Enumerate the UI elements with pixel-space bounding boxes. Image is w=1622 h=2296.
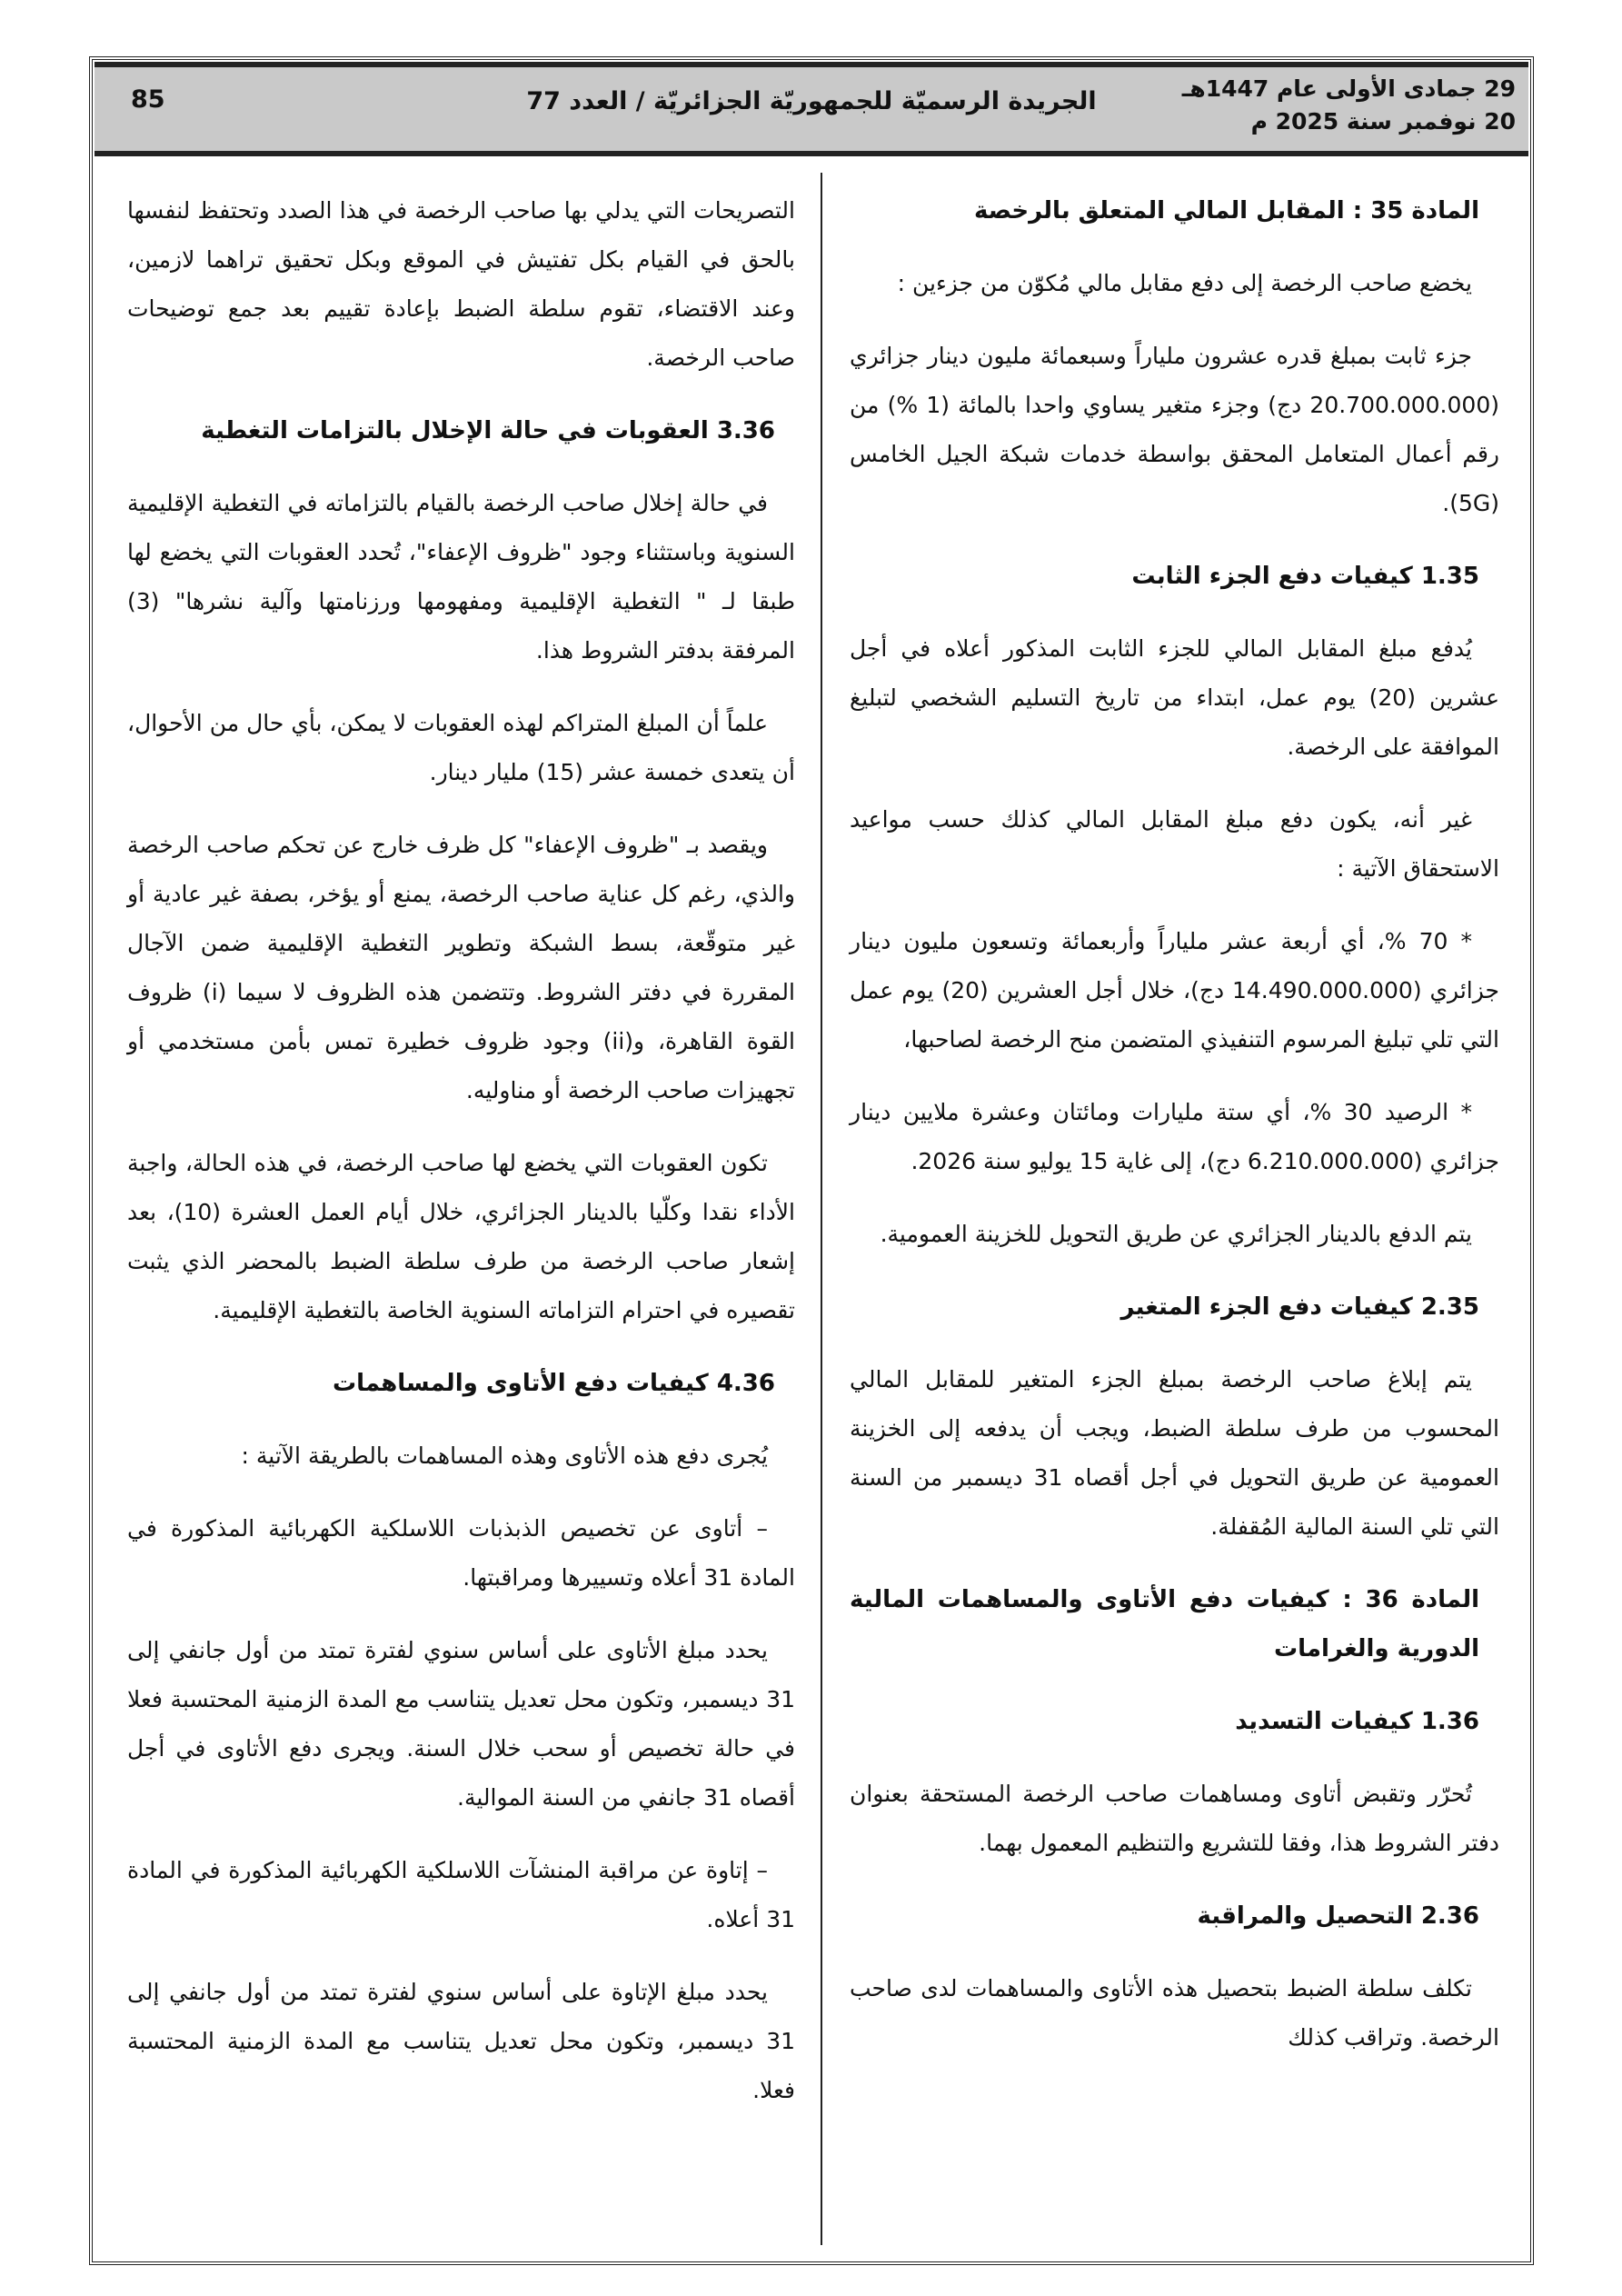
paragraph: * 70 %، أي أربعة عشر ملياراً وأربعمائة وتسعون مليون دينار جزائري (14.490.000.000 دج)، خلال أجل العشرين (20) يوم عمل التي تلي تبليغ المرسوم التنفيذي المتضمن منح الرخصة لصاحبها، (850, 928, 1499, 1053)
paragraph: ويقصد بـ "ظروف الإعفاء" كل ظرف خارج عن تحكم صاحب الرخصة والذي، رغم كل عناية صاحب الرخصة، يمنع أو يؤخر، بصفة غير عادية أو غير متوقّعة، بسط الشبكة وتطوير التغطية الإقليمية ضمن الآجال المقررة في دفتر الشروط. وتتضمن هذه الظروف لا سيما (i) ظروف القوة القاهرة، و(ii) وجود ظروف خطيرة تمس بأمن مستخدمي أو تجهيزات صاحب الرخصة أو مناوليه. (127, 832, 795, 1103)
paragraph: – أتاوى عن تخصيص الذبذبات اللاسلكية الكهربائية المذكورة في المادة 31 أعلاه وتسييرها ومراقبتها. (127, 1515, 795, 1591)
paragraph: تكلف سلطة الضبط بتحصيل هذه الأتاوى والمساهمات لدى صاحب الرخصة. وتراقب كذلك (850, 1975, 1499, 2051)
section-heading: 2.36 التحصيل والمراقبة (1197, 1902, 1479, 1930)
section-heading: 1.35 كيفيات دفع الجزء الثابت (1131, 563, 1479, 590)
gazette-title: الجريدة الرسميّة للجمهوريّة الجزائريّة / العدد 77 (526, 87, 1097, 115)
paragraph: جزء ثابت بمبلغ قدره عشرون ملياراً وسبعمائة مليون دينار جزائري (20.700.000.000 دج) وجزء متغير يساوي واحدا بالمائة (1 %) من رقم أعمال المتعامل المحقق بواسطة خدمات شبكة الجيل الخامس (5G). (850, 343, 1499, 516)
paragraph: التصريحات التي يدلي بها صاحب الرخصة في هذا الصدد وتحتفظ لنفسها بالحق في القيام بكل تفتيش في الموقع وبكل تحقيق تراهما لازمين، وعند الاقتضاء، تقوم سلطة الضبط بإعادة تقييم بعد جمع توضيحات صاحب الرخصة. (127, 197, 795, 371)
paragraph: يحدد مبلغ الإتاوة على أساس سنوي لفترة تمتد من أول جانفي إلى 31 ديسمبر، وتكون محل تعديل يتناسب مع المدة الزمنية المحتسبة فعلا. (127, 1979, 795, 2103)
gazette-header (95, 62, 1528, 156)
paragraph: – إتاوة عن مراقبة المنشآت اللاسلكية الكهربائية المذكورة في المادة 31 أعلاه. (127, 1857, 795, 1932)
paragraph: يتم إبلاغ صاحب الرخصة بمبلغ الجزء المتغير للمقابل المالي المحسوب من طرف سلطة الضبط، ويجب أن يدفعه إلى الخزينة العمومية عن طريق التحويل في أجل أقصاه 31 ديسمبر من السنة التي تلي السنة المالية المُقفلة. (850, 1366, 1499, 1540)
paragraph: * الرصيد 30 %، أي ستة مليارات ومائتان وعشرة ملايين دينار جزائري (6.210.000.000 دج)، إلى غاية 15 يوليو سنة 2026. (850, 1099, 1499, 1174)
right-column (850, 186, 1499, 2086)
paragraph: علماً أن المبلغ المتراكم لهذه العقوبات لا يمكن، بأي حال من الأحوال، أن يتعدى خمسة عشر (15) مليار دينار. (127, 710, 795, 785)
paragraph: يُجرى دفع هذه الأتاوى وهذه المساهمات بالطريقة الآتية : (241, 1442, 768, 1469)
section-heading: المادة 36 : كيفيات دفع الأتاوى والمساهمات المالية الدورية والغرامات (850, 1586, 1479, 1662)
column-divider (821, 173, 822, 2245)
paragraph: غير أنه، يكون دفع مبلغ المقابل المالي كذلك حسب مواعيد الاستحقاق الآتية : (850, 806, 1499, 882)
gregorian-date: 20 نوفمبر سنة 2025 م (1250, 108, 1516, 135)
paragraph: في حالة إخلال صاحب الرخصة بالقيام بالتزاماته في التغطية الإقليمية السنوية وباستثناء وجود "ظروف الإعفاء"، تُحدد العقوبات التي يخضع لها طبقا لـ " التغطية الإقليمية ومفهومها ورزنامتها وآلية نشرها" (3) المرفقة بدفتر الشروط هذا. (127, 490, 795, 664)
paragraph: يخضع صاحب الرخصة إلى دفع مقابل مالي مُكوّن من جزءين : (897, 270, 1472, 296)
paragraph: تكون العقوبات التي يخضع لها صاحب الرخصة، في هذه الحالة، واجبة الأداء نقدا وكلّيا بالدينار الجزائري، خلال أيام العمل العشرة (10)، بعد إشعار صاحب الرخصة من طرف سلطة الضبط بالمحضر الذي يثبت تقصيره في احترام التزاماته السنوية الخاصة بالتغطية الإقليمية. (127, 1150, 795, 1323)
left-column (127, 186, 795, 2139)
paragraph: يُدفع مبلغ المقابل المالي للجزء الثابت المذكور أعلاه في أجل عشرين (20) يوم عمل، ابتداء من تاريخ التسليم الشخصي لتبليغ الموافقة على الرخصة. (850, 635, 1499, 760)
section-heading: 3.36 العقوبات في حالة الإخلال بالتزامات التغطية (201, 417, 775, 444)
section-heading: 2.35 كيفيات دفع الجزء المتغير (1120, 1293, 1479, 1321)
section-heading: 1.36 كيفيات التسديد (1235, 1708, 1479, 1735)
section-heading: المادة 35 : المقابل المالي المتعلق بالرخصة (974, 197, 1479, 225)
paragraph: تُحرّر وتقبض أتاوى ومساهمات صاحب الرخصة المستحقة بعنوان دفتر الشروط هذا، وفقا للتشريع والتنظيم المعمول بهما. (850, 1781, 1499, 1856)
page-number: 85 (131, 85, 165, 114)
section-heading: 4.36 كيفيات دفع الأتاوى والمساهمات (332, 1370, 775, 1397)
paragraph: يتم الدفع بالدينار الجزائري عن طريق التحويل للخزينة العمومية. (880, 1221, 1472, 1247)
paragraph: يحدد مبلغ الأتاوى على أساس سنوي لفترة تمتد من أول جانفي إلى 31 ديسمبر، وتكون محل تعديل يتناسب مع المدة الزمنية المحتسبة فعلا في حالة تخصيص أو سحب خلال السنة. ويجرى دفع الأتاوى في أجل أقصاه 31 جانفي من السنة الموالية. (127, 1637, 795, 1811)
hijri-date: 29 جمادى الأولى عام 1447هـ (1181, 75, 1516, 102)
